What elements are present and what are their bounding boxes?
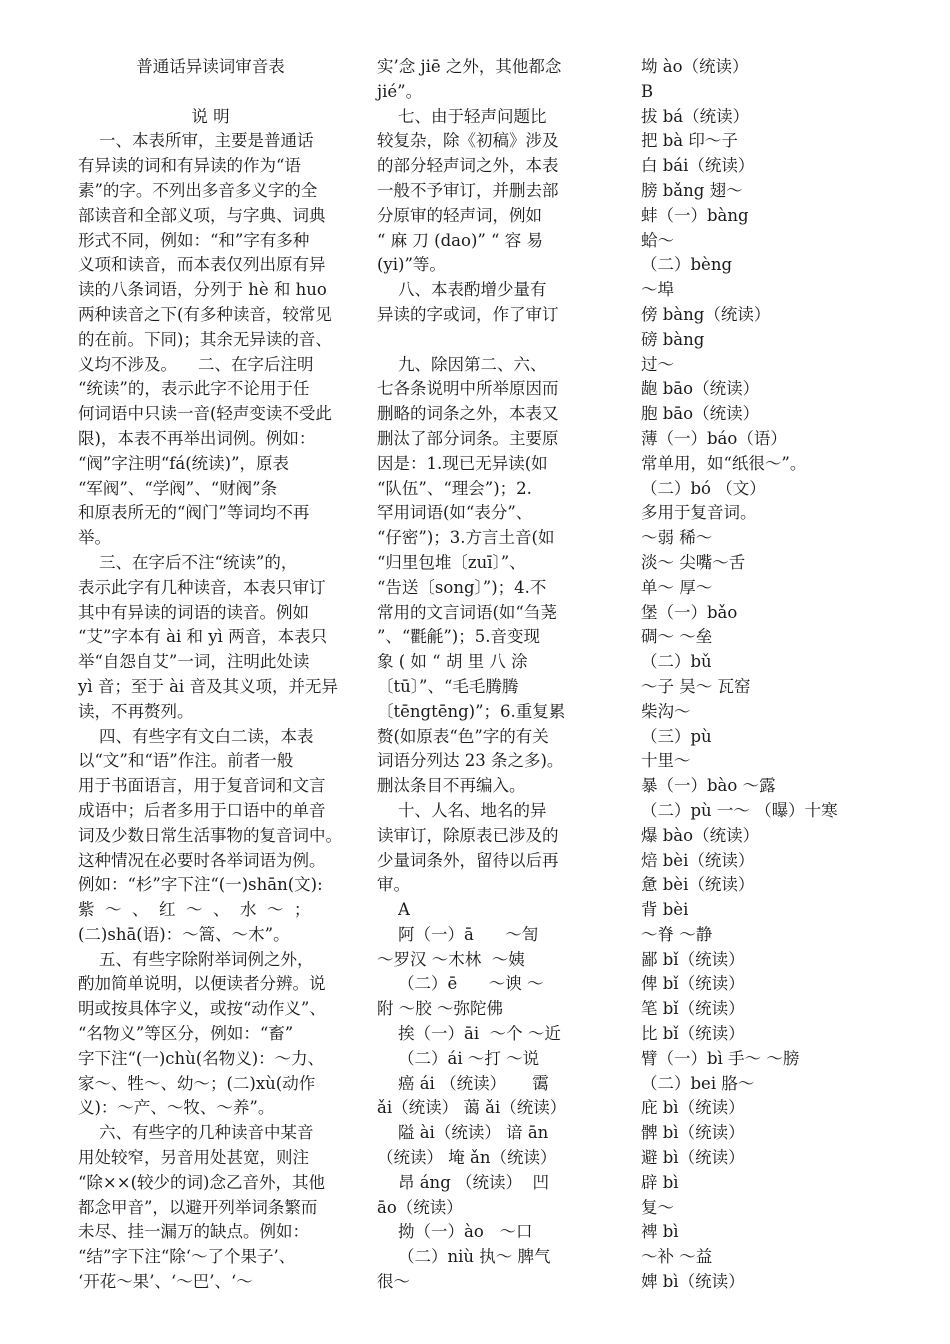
text-line: ～子 吴～ 瓦窑 <box>641 676 751 696</box>
text-line: 碉～ ～垒 <box>641 627 713 647</box>
text-line: 避 bì（统读） <box>641 1148 745 1168</box>
text-line: （二）niù 执～ 脾气 <box>377 1247 551 1267</box>
text-line: 都念甲音”，以避开列举词条繁而 <box>78 1197 318 1217</box>
text-line: 淡～ 尖嘴～舌 <box>641 552 746 572</box>
text-line: 部读音和全部义项，与字典、词典 <box>78 205 326 225</box>
text-line: 单～ 厚～ <box>641 577 713 597</box>
text-line: 何词语中只读一音(轻声变读不受此 <box>78 404 332 424</box>
text-column-2 <box>377 55 575 1295</box>
text-line: 义)：～产、～牧、～养”。 <box>78 1098 275 1118</box>
text-line: 一、本表所审，主要是普通话 <box>78 131 314 151</box>
text-line: “名物义”等区分，例如：“畜” <box>78 1024 294 1044</box>
text-line: āo（统读） <box>377 1197 463 1217</box>
text-line: 常单用，如“纸很～”。 <box>641 453 807 473</box>
text-line: 删汰条目不再编入。 <box>377 776 526 796</box>
text-line: 暴（一）bào ～露 <box>641 776 776 796</box>
text-line: 和原表所无的“阀门”等词均不再 <box>78 503 310 523</box>
text-line: 赘(如原表“色”字的有关 <box>377 726 549 746</box>
text-line: （统读） 埯 ǎn（统读） <box>377 1148 557 1168</box>
text-line: 裨 bì <box>641 1222 679 1242</box>
text-line: 七、由于轻声问题比 <box>377 106 547 126</box>
text-line: 蛤～ <box>641 230 674 250</box>
text-line: 复～ <box>641 1197 674 1217</box>
text-line: (二)shā(语)：～篙、～木”。 <box>78 924 290 944</box>
text-line: 少量词条外，留待以后再 <box>377 850 559 870</box>
text-line: 以“文”和“语”作注。前者一般 <box>78 751 294 771</box>
text-line: 鄙 bǐ（统读） <box>641 949 745 969</box>
text-line: 爆 bào（统读） <box>641 825 760 845</box>
text-line: 的在前。下同)；其余无异读的音、 <box>78 329 332 349</box>
text-line: B <box>641 81 654 101</box>
text-line: ～补 ～益 <box>641 1247 713 1267</box>
text-line: 俾 bǐ（统读） <box>641 974 745 994</box>
text-line: 家～、牲～、幼～；(二)xù(动作 <box>78 1073 316 1093</box>
text-line: 举。 <box>78 528 111 548</box>
text-line: 词语分列达 23 条之多)。 <box>377 751 564 771</box>
text-line <box>78 80 343 105</box>
text-line: 的部分轻声词之外，本表 <box>377 156 559 176</box>
text-line: 傍 bàng（统读） <box>641 304 771 324</box>
text-line: 比 bǐ（统读） <box>641 1024 745 1044</box>
text-line: 读的八条词语，分列于 hè 和 huo <box>78 280 327 300</box>
text-line: 婢 bì（统读） <box>641 1272 745 1292</box>
text-line: “仔密”)；3.方言土音(如 <box>377 528 555 548</box>
text-line: ǎi（统读） 蔼 ǎi（统读） <box>377 1098 567 1118</box>
text-line: ”、“氍毹”)；5.音变现 <box>377 627 540 647</box>
text-line: 膀 bǎng 翅～ <box>641 180 743 200</box>
text-line: 磅 bàng <box>641 329 705 349</box>
text-line: 成语中；后者多用于口语中的单音 <box>78 800 326 820</box>
text-line: 形式不同，例如：“和”字有多种 <box>78 230 310 250</box>
text-line: 有异读的词和有异读的作为“语 <box>78 156 301 176</box>
text-line: “艾”字本有 ài 和 yì 两音，本表只 <box>78 627 328 647</box>
text-line: 读审订，除原表已涉及的 <box>377 825 559 845</box>
text-line: 明或按具体字义，或按“动作义”、 <box>78 999 326 1019</box>
text-line: （三）pù <box>641 726 712 746</box>
text-line: 七各条说明中所举原因而 <box>377 379 559 399</box>
text-line: 例如：“杉”字下注“(一)shān(文): <box>78 875 323 895</box>
text-line: 五、有些字除附举词例之外， <box>78 949 314 969</box>
text-line: 九、除因第二、六、 <box>377 354 547 374</box>
text-line: （二）bei 胳～ <box>641 1073 755 1093</box>
text-line: 素”的字。不列出多音多义字的全 <box>78 180 318 200</box>
text-line: 焙 bèi（统读） <box>641 850 755 870</box>
text-line: 酌加简单说明，以便读者分辨。说 <box>78 974 326 994</box>
text-line: 把 bà 印～子 <box>641 131 738 151</box>
text-line: 六、有些字的几种读音中某音 <box>78 1123 314 1143</box>
text-line: 白 bái（统读） <box>641 156 755 176</box>
text-line: jié”。 <box>377 81 423 101</box>
text-line: 删汰了部分词条。主要原 <box>377 428 559 448</box>
text-line: 实’念 jiē 之外，其他都念 <box>377 57 562 76</box>
text-line: “队伍”、“理会”)；2. <box>377 478 532 498</box>
text-line: 蚌（一）bàng <box>641 205 749 225</box>
text-line: 异读的字或词，作了审订 <box>377 304 559 324</box>
text-line: ～弱 稀～ <box>641 528 713 548</box>
text-line: 四、有些字有文白二读，本表 <box>78 726 314 746</box>
text-line: 审。 <box>377 875 410 895</box>
text-line: 堡（一）bǎo <box>641 602 738 622</box>
text-line <box>377 328 575 353</box>
text-line: 昂 áng （统读） 凹 <box>377 1172 549 1192</box>
document-title: 普通话异读词审音表 <box>136 57 285 76</box>
text-line: 表示此字有几种读音，本表只审订 <box>78 577 326 597</box>
text-line: （二）bèng <box>641 255 733 275</box>
text-line: 这种情况在必要时各举词语为例。 <box>78 850 326 870</box>
text-line: 象 ( 如 “ 胡 里 八 涂 <box>377 652 528 672</box>
text-line: 拔 bá（统读） <box>641 106 750 126</box>
text-line: 限)，本表不再举出词例。例如： <box>78 428 316 448</box>
text-line: 十、人名、地名的异 <box>377 800 547 820</box>
section-heading: 说 明 <box>191 106 230 126</box>
text-line: 多用于复音词。 <box>641 503 757 523</box>
text-line: “ 麻 刀 (dao)” “ 容 易 <box>377 230 543 250</box>
text-line: 八、本表酌增少量有 <box>377 280 547 300</box>
text-line: 隘 ài（统读） 谙 ān <box>377 1123 549 1143</box>
text-line: 癌 ái （统读） 霭 <box>377 1073 549 1093</box>
text-line: （二）ē ～谀 ～ <box>377 974 544 994</box>
text-line: 用处较窄，另音用处甚宽，则注 <box>78 1148 309 1168</box>
text-line: 庇 bì（统读） <box>641 1098 745 1118</box>
text-line: 阿（一）ā ～訇 <box>377 924 539 944</box>
text-line: 词及少数日常生活事物的复音词中。 <box>78 825 342 845</box>
text-line: 拗（一）ào ～口 <box>377 1222 533 1242</box>
text-line: 胞 bāo（统读） <box>641 404 760 424</box>
text-line: 举“自怨自艾”一词，注明此处读 <box>78 652 310 672</box>
text-line: 背 bèi <box>641 900 689 920</box>
text-line: 字下注“(一)chù(名物义)：～力、 <box>78 1048 325 1068</box>
text-line: （二）pù 一～ （曝）十寒 <box>641 800 838 820</box>
text-line: 用于书面语言，用于复音词和文言 <box>78 776 326 796</box>
text-column-3 <box>641 55 871 1295</box>
text-line: 一般不予审订，并删去部 <box>377 180 559 200</box>
text-line: 〔tēngtēng)”；6.重复累 <box>377 701 566 721</box>
text-line: 髀 bì（统读） <box>641 1123 745 1143</box>
text-line: 惫 bèi（统读） <box>641 875 755 895</box>
text-line: 柴沟～ <box>641 701 691 721</box>
text-line: “统读”的，表示此字不论用于任 <box>78 379 310 399</box>
text-line: 常用的文言词语(如“刍荛 <box>377 602 557 622</box>
text-line: 义项和读音，而本表仅列出原有异 <box>78 255 326 275</box>
text-line: 三、在字后不注“统读”的， <box>78 552 298 572</box>
text-line: 义均不涉及。 二、在字后注明 <box>78 354 314 374</box>
text-line: “阀”字注明“fá(统读)”，原表 <box>78 453 290 473</box>
text-line: 臂（一）bì 手～ ～膀 <box>641 1048 800 1068</box>
text-line: 紫 ～ 、 红 ～ 、 水 ～ ； <box>78 900 311 920</box>
text-line: 薄（一）báo（语） <box>641 428 787 448</box>
text-line: 笔 bǐ（统读） <box>641 999 745 1019</box>
text-line: 较复杂，除《初稿》涉及 <box>377 131 559 151</box>
text-line: 十里～ <box>641 751 691 771</box>
text-line: “除××(较少的词)念乙音外，其他 <box>78 1172 325 1192</box>
text-line: 辟 bì <box>641 1172 679 1192</box>
text-line: ～脊 ～静 <box>641 924 713 944</box>
text-line: 龅 bāo（统读） <box>641 379 760 399</box>
text-line: 罕用词语(如“表分”、 <box>377 503 533 523</box>
text-line: 两种读音之下(有多种读音，较常见 <box>78 304 332 324</box>
text-line: ‘开花～果’、‘～巴’、‘～ <box>78 1272 253 1292</box>
text-line: A <box>377 900 410 920</box>
text-line: 很～ <box>377 1272 410 1292</box>
text-line: “归里包堆〔zuī〕”、 <box>377 552 526 572</box>
text-line: “军阀”、“学阀”、“财阀”条 <box>78 478 278 498</box>
text-line: 读，不再赘列。 <box>78 701 194 721</box>
text-line: 过～ <box>641 354 674 374</box>
text-line: 挨（一）āi ～个 ～近 <box>377 1024 561 1044</box>
text-line: 附 ～胶 ～弥陀佛 <box>377 999 503 1019</box>
text-line: 〔tū〕”、“毛毛腾腾 <box>377 676 519 696</box>
text-line: “告送〔song〕”)；4.不 <box>377 577 547 597</box>
text-line: （二）bǔ <box>641 652 712 672</box>
text-line: 其中有异读的词语的读音。例如 <box>78 602 309 622</box>
text-line: 删略的词条之外，本表又 <box>377 404 559 424</box>
text-line: ～埠 <box>641 280 674 300</box>
text-column-1 <box>78 55 343 1295</box>
text-line: （二）bó （文） <box>641 478 766 498</box>
text-line: 未尽、挂一漏万的缺点。例如： <box>78 1222 309 1242</box>
text-line: 坳 ào（统读） <box>641 57 749 76</box>
text-line: (yi)”等。 <box>377 255 446 275</box>
text-line: ～罗汉 ～木林 ～姨 <box>377 949 525 969</box>
text-line: 分原审的轻声词，例如 <box>377 205 542 225</box>
text-line: “结”字下注“除‘～了个果子’、 <box>78 1247 296 1267</box>
text-line: yì 音；至于 ài 音及其义项，并无异 <box>78 676 338 696</box>
text-line: 因是：1.现已无异读(如 <box>377 453 548 473</box>
text-line: （二）ái ～打 ～说 <box>377 1048 540 1068</box>
